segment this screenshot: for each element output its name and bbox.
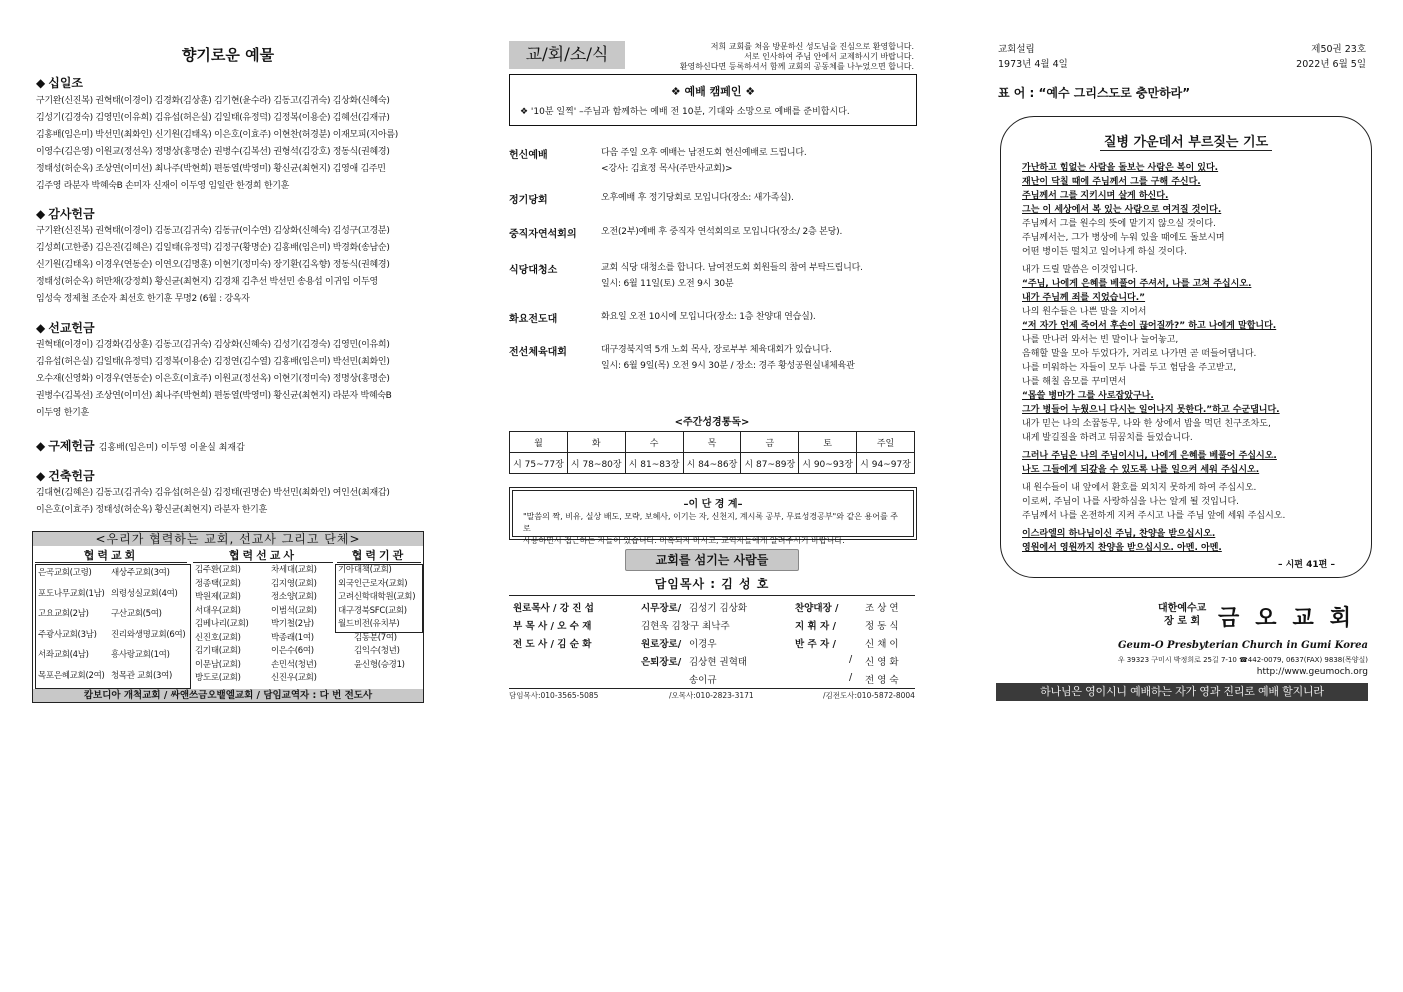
list-item: 고려신학대학원(교회) [338, 592, 416, 602]
table-cell: 토 [799, 432, 857, 453]
prayer-line: 그가 병들어 누웠으니 다시는 일어나지 못한다.”하고 수군댑니다. [1022, 405, 1280, 415]
list-item: 진리와생명교회(6여) [111, 629, 186, 640]
prayer-line: 나를 해칠 음모를 꾸미면서 [1022, 377, 1127, 387]
denomination-line: 대한예수교 [1158, 603, 1207, 614]
list-item: 정소양(교회) [271, 592, 317, 602]
bible-reading-heading: <주간성경통독> [674, 417, 750, 428]
prayer-line: 내 원수들이 내 앞에서 환호를 외치지 못하게 하여 주십시오. [1022, 483, 1257, 493]
prayer-line: 주님께서는, 그가 병상에 누워 있을 때에도 돌보시며 [1022, 233, 1225, 243]
list-item: 고요교회(2남) [38, 609, 89, 619]
list-item: 서대우(교회) [195, 605, 241, 616]
prayer-line: 내가 믿는 나의 소꿉동무, 나와 한 상에서 밥을 먹던 친구조차도, [1022, 419, 1271, 429]
building-names: 김대현(김혜은) 김동고(김귀숙) 김유섭(허은실) 김정태(권명순) 박선민(최화인) 여인선(최재갑) 이은호(이효주) 정태성(허순옥) 황신균(최현지) 라분자 한기훈 [36, 488, 390, 515]
cooperation-title: <우리가 협력하는 교회, 선교사 그리고 단체> [33, 532, 423, 546]
church-website-link[interactable]: http://www.geumoch.org [1256, 667, 1368, 677]
section-heading-tithe: ◆ 십일조 [36, 76, 84, 90]
bible-verse-bar: 하나님은 영이시니 예배하는 자가 영과 진리로 예배 할지니라 [996, 683, 1368, 701]
list-item: 기아대책(교회) [338, 565, 392, 575]
table-cell: 화 [567, 432, 625, 453]
prayer-line: “저 자가 언제 죽어서 후손이 끊어질까?” 하고 나에게 말합니다. [1022, 321, 1277, 331]
list-item: 김동분(7여) [354, 632, 397, 643]
list-item: 김지영(교회) [271, 578, 317, 589]
prayer-line: 음해할 말을 모아 두었다가, 거리로 나가면 곧 떠들어댑니다. [1022, 349, 1257, 359]
coop-missionaries-a [195, 564, 249, 686]
heresy-warning-frame [512, 490, 914, 545]
heresy-warning-text: "말씀의 짝, 비유, 실상 배도, 모략, 보혜사, 이기는 자, 신천지, 계시록 공부, 무료성경공부"와 같은 용어를 주로 사용하면서 접근하는 자들이 있습니다. 미혹되지 마시고, 교역자들에게 알려주시기 바랍니다. [523, 512, 898, 545]
list-item: 박기철(2남) [271, 619, 314, 629]
list-item: 윤신형(승경1) [354, 659, 405, 670]
coop-missionaries-b [271, 564, 317, 686]
list-item: 주광사교회(3남) [38, 629, 97, 640]
list-item: 외국인근로자(교회) [338, 578, 408, 589]
prayer-line: 그러나 주님은 나의 주님이시니, 나에게 은혜를 베풀어 주십시오. [1022, 451, 1277, 461]
coop-orgs [338, 564, 415, 672]
prayer-line: 나도 그들에게 되갚을 수 있도록 나를 일으켜 세워 주십시오. [1022, 465, 1260, 475]
thanks-names: 구기완(신진복) 권혁태(이경이) 김동고(김귀숙) 김동규(이수연) 김상화(신혜숙) 김성구(고경분) 김성희(고한종) 김은진(김혜은) 김일태(유정덕) 김정구(황명순) 김홍배(임은미) 박경화(송남순) 신기원(김태옥) 이경우(연동순) 이연오(김명훈) 이현기(정미숙) 장기환(김옥향) 정동식(권혜경) 정태성(허순옥) 허만채(강정희) 황신균(최현지) 김경채 김추선 박선민 송용섭 이귀임 이두영 임성숙 정제철 조순자 최선호 한기훈 무명2 (6월 : 강옥자 [36, 226, 390, 304]
campaign-text: ❖ '10분 일찍' –주님과 함께하는 예배 전 10분, 기대와 소망으로 예배를 준비합시다. [520, 107, 850, 117]
table-cell: 시 75~77장 [510, 453, 568, 474]
staff-entry: 김현욱 김창구 최낙주 [641, 621, 730, 632]
campaign-box [509, 74, 917, 126]
table-cell: 시 90~93장 [799, 453, 857, 474]
list-item: 서좌교회(4남) [38, 650, 89, 660]
news-label: 화요전도대 [509, 314, 558, 325]
list-item: 포도나무교회(1남) [38, 588, 105, 599]
list-item: 이문남(교회) [195, 659, 241, 670]
staff-list [509, 595, 915, 689]
list-item: 은곡교회(고령) [38, 568, 92, 578]
list-item: 대구경북SFC(교회) [338, 605, 407, 616]
staff-entry: 지 휘 자 / [795, 621, 836, 632]
staff-entry: 정 동 식 [865, 621, 899, 632]
denomination-line: 장 로 회 [1164, 616, 1201, 627]
prayer-line: 재난이 닥칠 때에 주님께서 그를 구해 주신다. [1022, 177, 1201, 187]
list-item: 방도로(교회) [195, 673, 241, 683]
news-text: 다음 주일 오후 예배는 남전도회 헌신예배로 드립니다. <강사: 김효정 목사(주만사교회)> [601, 148, 807, 174]
staff-entry: 송이규 [689, 675, 717, 686]
prayer-line: 어떤 병이든 떨치고 일어나게 하실 것이다. [1022, 247, 1187, 257]
section-heading-thanks: ◆ 감사헌금 [36, 207, 95, 221]
staff-entry: 원로장로/ [641, 639, 682, 650]
news-label: 중직자연석회의 [509, 229, 577, 240]
list-item: 신진우(교회) [271, 673, 317, 683]
table-cell: 월 [510, 432, 568, 453]
prayer-box [1000, 116, 1372, 578]
denomination [1158, 602, 1206, 628]
established-date: 1973년 4월 4일 [998, 59, 1068, 70]
staff-entry: 이경우 [689, 639, 717, 650]
prayer-line: 나를 미워하는 자들이 모두 나를 두고 험담을 주고받고, [1022, 363, 1237, 373]
prayer-source: – 시편 41편 – [1277, 560, 1335, 570]
staff-entry: 찬양대장 / [795, 603, 839, 614]
prayer-line: 이로써, 주님이 나를 사랑하심을 나는 알게 될 것입니다. [1022, 497, 1240, 507]
prayer-line: “몹쓸 병마가 그를 사로잡았구나. [1022, 391, 1154, 401]
staff-entry: 조 상 연 [865, 603, 899, 614]
list-item: 김익수(청년) [354, 646, 400, 656]
table-cell: 주일 [857, 432, 915, 453]
table-row [510, 453, 915, 474]
list-item: 박종래(1여) [271, 632, 314, 643]
table-row [510, 432, 915, 453]
church-name: 금오교회 [1218, 606, 1368, 631]
staff-entry: 김상현 권혁태 [689, 657, 748, 668]
church-english-name: Geum-O Presbyterian Church in Gumi Korea [1117, 640, 1368, 651]
prayer-line: 나의 원수들은 나쁜 말을 지어서 [1022, 307, 1147, 317]
phone-number: /오목사:010-2823-3171 [669, 691, 754, 700]
staff-entry: 신 영 화 [865, 657, 899, 668]
table-cell: 금 [741, 432, 799, 453]
news-text: 교회 식당 대청소를 합니다. 남여전도회 회원들의 참여 부탁드립니다. 일시: 6월 11일(토) 오전 9시 30분 [601, 263, 863, 289]
senior-pastor: 담임목사 : 김 성 호 [654, 577, 770, 591]
section-heading-relief: ◆ 구제헌금 김홍배(임은미) 이두영 이윤실 최재갑 [36, 439, 245, 453]
phone-number: /김전도사:010-5872-8004 [823, 691, 915, 700]
table-cell: 시 78~80장 [567, 453, 625, 474]
cooperation-box [32, 531, 424, 703]
offering-title: 향기로운 예물 [181, 46, 275, 64]
church-motto: 표 어 : “예수 그리스도로 충만하라” [998, 86, 1191, 100]
established-label: 교회설립 [998, 44, 1035, 55]
staff-entry: 전 영 숙 [865, 675, 899, 686]
news-label: 헌신예배 [509, 150, 548, 161]
staff-entry: 부 목 사 / 오 수 재 [513, 621, 592, 632]
bible-reading-table [509, 431, 915, 474]
list-item: 김주환(교회) [195, 565, 241, 575]
list-item: 정종택(교회) [195, 578, 241, 589]
coop-churches-heading: 협력교회 [35, 549, 187, 563]
table-cell: 목 [683, 432, 741, 453]
staff-entry: 반 주 자 / [795, 639, 836, 650]
volume-number: 제50권 23호 [1311, 44, 1366, 55]
staff-entry: / [849, 654, 853, 665]
section-heading-building: ◆ 건축헌금 [36, 469, 95, 483]
prayer-line: “주님, 나에게 은혜를 베풀어 주셔서, 나를 고쳐 주십시오. [1022, 279, 1252, 289]
table-cell: 수 [625, 432, 683, 453]
prayer-line: 나를 만나러 와서는 빈 말이나 늘어놓고, [1022, 335, 1179, 345]
prayer-title [1001, 131, 1371, 150]
prayer-line: 가난하고 힘없는 사람을 돌보는 사람은 복이 있다. [1022, 163, 1219, 173]
news-title: 교/회/소/식 [509, 41, 625, 69]
campaign-title: ❖ 예배 캠페인 ❖ [670, 85, 756, 98]
coop-missionaries-heading: 협력선교사 [193, 549, 333, 563]
list-item: 의령성실교회(4여) [111, 588, 178, 599]
staff-entry: 원로목사 / 강 진 섭 [513, 603, 594, 614]
list-item: 월드비전(유치부) [338, 619, 400, 629]
news-label: 식당대청소 [509, 265, 558, 276]
list-item: 손민석(청년) [271, 659, 317, 670]
prayer-line: 그는 이 세상에서 복 있는 사람으로 여겨질 것이다. [1022, 205, 1222, 215]
cooperation-footer: 캄보디아 개척교회 / 싸앤쓰금오뱉엘교회 / 담임교역자 : 다 번 전도사 [33, 689, 423, 702]
coop-churches-b [111, 567, 185, 683]
staff-entry: 김성기 김상화 [689, 603, 748, 614]
prayer-line: 이스라엘의 하나님이신 주님, 찬양을 받으십시오. [1022, 529, 1216, 539]
news-text: 오전(2부)예배 후 중직자 연석회의로 모입니다(장소/ 2층 본당). [601, 227, 843, 237]
table-cell: 시 81~83장 [625, 453, 683, 474]
list-item: 김기태(교회) [195, 646, 241, 656]
church-address: 우 39323 구미시 박정희로 25길 7-10 ☎442-0079, 0637(FAX) 9838(목양실) [1117, 656, 1368, 664]
staff-entry: 은퇴장로/ [641, 657, 682, 668]
staff-entry: / [849, 672, 853, 683]
prayer-line: 주님께서 그를 지키시며 살게 하신다. [1022, 191, 1169, 201]
prayer-line: 내가 주님께 죄를 지었습니다.” [1022, 293, 1146, 303]
table-cell: 시 84~86장 [683, 453, 741, 474]
tithe-names: 구기완(신진복) 권혁태(이경이) 김경화(김상훈) 김기현(윤수라) 김동고(김귀숙) 김상화(신혜숙) 김성기(김경숙) 김영민(이유희) 김유섭(허은실) 김일태(유정덕) 김정복(이용순) 김혜선(김재규) 김홍배(임은미) 박선민(최화인) 신기원(김태옥) 이은호(이효주) 이현찬(허경분) 이재모피(지아름) 이영수(김은영) 이원교(정선옥) 정명상(홍명순) 권병수(김복선) 권형석(김강호) 정동식(권혜경) 정태성(허순옥) 조상연(이미선) 최나주(박현희) 편동열(박영미) 황신균(최현지) 김영애 김주민 김주영 라분자 박혜숙B 손미자 신재이 이두영 임일란 한경희 한기훈 [36, 96, 398, 191]
list-item: 김베나리(교회) [195, 619, 249, 629]
list-item: 박원제(교회) [195, 592, 241, 602]
servers-heading: 교회를 섬기는 사람들 [625, 549, 799, 571]
news-label: 전선체육대회 [509, 347, 567, 358]
list-item: 구산교회(5여) [111, 609, 162, 619]
heresy-warning-box [509, 487, 917, 545]
list-item: 이범석(교회) [271, 605, 317, 616]
staff-entry: 시무장로/ [641, 603, 682, 614]
list-item: 신진호(교회) [195, 632, 241, 643]
prayer-line: 주님께서 나를 온전하게 지켜 주시고 나를 주님 앞에 세워 주십시오. [1022, 511, 1286, 521]
list-item: 흥사랑교회(1여) [111, 650, 170, 660]
welcome-text: 저희 교회를 처음 방문하신 성도님을 진심으로 환영합니다. 서로 인사하여 주님 안에서 교제하시기 바랍니다. 환영하신다면 등록하셔서 함께 교회의 공동체를 나누었으면 합니다. [679, 42, 914, 71]
list-item: 청목관 교회(3여) [111, 670, 173, 681]
table-cell: 시 87~89장 [741, 453, 799, 474]
prayer-line: 영원에서 영원까지 찬양을 받으십시오. 아멘. 아멘. [1022, 543, 1222, 553]
prayer-line: 주님께서 그를 원수의 뜻에 맡기지 않으실 것이다. [1022, 219, 1216, 229]
table-cell: 시 94~97장 [857, 453, 915, 474]
heresy-warning-title: –이 단 경 계– [683, 499, 743, 510]
list-item: 새상주교회(3여) [111, 568, 170, 578]
staff-entry: 전 도 사 / 김 순 화 [513, 639, 592, 650]
coop-churches-a [38, 567, 105, 683]
staff-entry: 신 채 이 [865, 639, 899, 650]
prayer-title-text: 질병 가운데서 부르짖는 기도 [1100, 135, 1272, 151]
relief-names: 김홍배(임은미) 이두영 이윤실 최재갑 [98, 443, 245, 453]
mission-names: 권혁태(이경이) 김경화(김상훈) 김동고(김귀숙) 김상화(신혜숙) 김성기(김경숙) 김영민(이유희) 김유섭(허은실) 김일태(유정덕) 김정복(이용순) 김정연(김수열) 김홍배(임은미) 박선민(최화인) 오수재(신영화) 이경우(연동순) 이은호(이효주) 이원교(정선옥) 이현기(정미숙) 정명상(홍명순) 권병수(김복선) 조상연(이미선) 최나주(박현희) 편동열(박영미) 황신균(최현지) 라분자 박혜숙B 이두영 한기훈 [36, 340, 392, 418]
prayer-line: 내가 드릴 말씀은 이것입니다. [1022, 265, 1138, 275]
phone-number: 담임목사:010-3565-5085 [509, 691, 599, 700]
coop-orgs-heading: 협력기관 [337, 549, 421, 563]
news-text: 대구경북지역 5개 노회 목사, 장로부부 체육대회가 있습니다. 일시: 6월 9일(목) 오전 9시 30분 / 장소: 경주 황성공원실내체육관 [601, 345, 855, 371]
news-text: 오후예배 후 정기당회로 모입니다(장소: 새가족실). [601, 193, 794, 203]
issue-date: 2022년 6월 5일 [1296, 59, 1366, 70]
prayer-line: 내게 발길질을 하려고 뒤꿈치를 들었습니다. [1022, 433, 1193, 443]
section-heading-mission: ◆ 선교헌금 [36, 321, 95, 335]
list-item: 이은수(6여) [271, 646, 314, 656]
news-label: 정기당회 [509, 195, 548, 206]
list-item: 목포은혜교회(2여) [38, 670, 105, 681]
list-item: 차세대(교회) [271, 565, 317, 575]
news-text: 화요일 오전 10시에 모입니다(장소: 1층 찬양대 연습실). [601, 312, 816, 322]
